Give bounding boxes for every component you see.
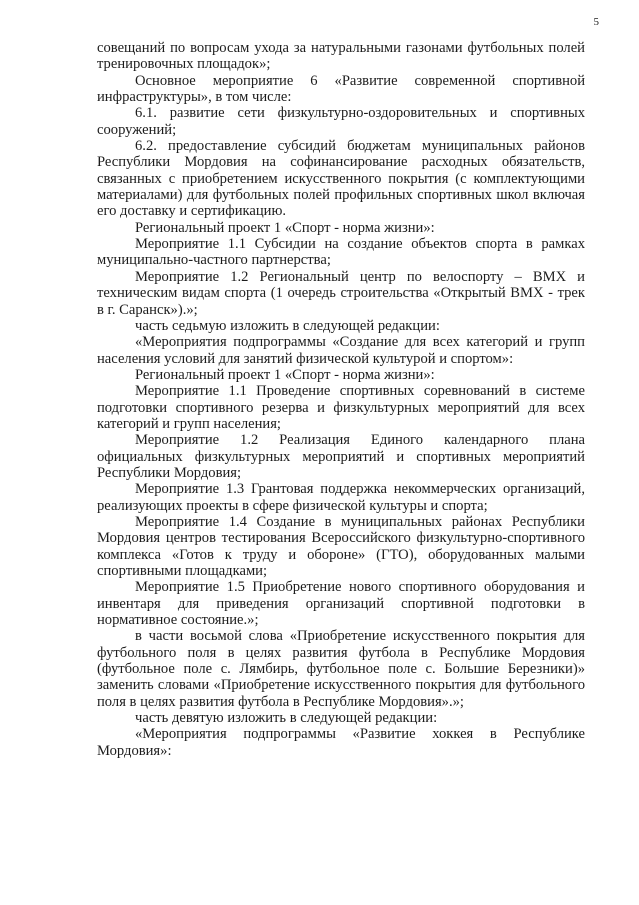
paragraph: Мероприятие 1.4 Создание в муниципальных районах Республики Мордовия центров тестирования Всероссийского физкультурно-спортивного комплекса «Готов к труду и обороне» (ГТО), оборудованных малыми спортивными площадками;	[97, 513, 585, 579]
paragraph: совещаний по вопросам ухода за натуральными газонами футбольных полей тренировочных площадок»;	[97, 40, 585, 73]
page-number: 5	[593, 16, 599, 28]
paragraph: часть девятую изложить в следующей редакции:	[135, 710, 438, 727]
paragraph: Мероприятие 1.2 Региональный центр по велоспорту – BMX и техническим видам спорта (1 очередь строительства «Открытый BMX - трек в г. Саранск»).»;	[97, 268, 585, 318]
paragraph: 6.1. развитие сети физкультурно-оздоровительных и спортивных сооружений;	[97, 105, 585, 138]
paragraph: «Мероприятия подпрограммы «Развитие хоккея в Республике Мордовия»:	[97, 726, 585, 759]
paragraph: Региональный проект 1 «Спорт - норма жизни»:	[135, 366, 435, 383]
paragraph: Мероприятие 1.5 Приобретение нового спортивного оборудования и инвентаря для приведения организаций спортивной подготовки в нормативное состояние.»;	[97, 579, 585, 629]
paragraph: Региональный проект 1 «Спорт - норма жизни»:	[135, 219, 435, 236]
paragraph: Основное мероприятие 6 «Развитие современной спортивной инфраструктуры», в том числе:	[97, 72, 585, 106]
paragraph: Мероприятие 1.3 Грантовая поддержка некоммерческих организаций, реализующих проекты в сфере физической культуры и спорта;	[97, 481, 585, 514]
paragraph: Мероприятие 1.1 Субсидии на создание объектов спорта в рамках муниципально-частного партнерства;	[97, 236, 585, 269]
paragraph: часть седьмую изложить в следующей редакции:	[135, 317, 440, 334]
paragraph: 6.2. предоставление субсидий бюджетам муниципальных районов Республики Мордовия на софинансирование расходных обязательств, связанных с приобретением искусственного покрытия (с комплектующими материалами) для футбольных полей профильных спортивных школ включая его доставку и сертификацию.	[97, 138, 585, 220]
paragraph: Мероприятие 1.1 Проведение спортивных соревнований в системе подготовки спортивного резерва и физкультурных мероприятий для всех категорий и групп населения;	[97, 383, 585, 432]
paragraph: Мероприятие 1.2 Реализация Единого календарного плана официальных физкультурных мероприятий и спортивных мероприятий Республики Мордовия;	[97, 432, 585, 481]
paragraph: в части восьмой слова «Приобретение искусственного покрытия для футбольного поля в целях развития футбола в Республике Мордовия (футбольное поле с. Лямбирь, футбольное поле с. Большие Березники)» заменить словами «Приобретение искусственного покрытия для футбольного поля в целях развития футбола в Республике Мордовия».»;	[97, 628, 585, 710]
paragraph: «Мероприятия подпрограммы «Создание для всех категорий и групп населения условий для занятий физической культурой и спортом»:	[97, 334, 585, 367]
document-body	[97, 40, 585, 759]
